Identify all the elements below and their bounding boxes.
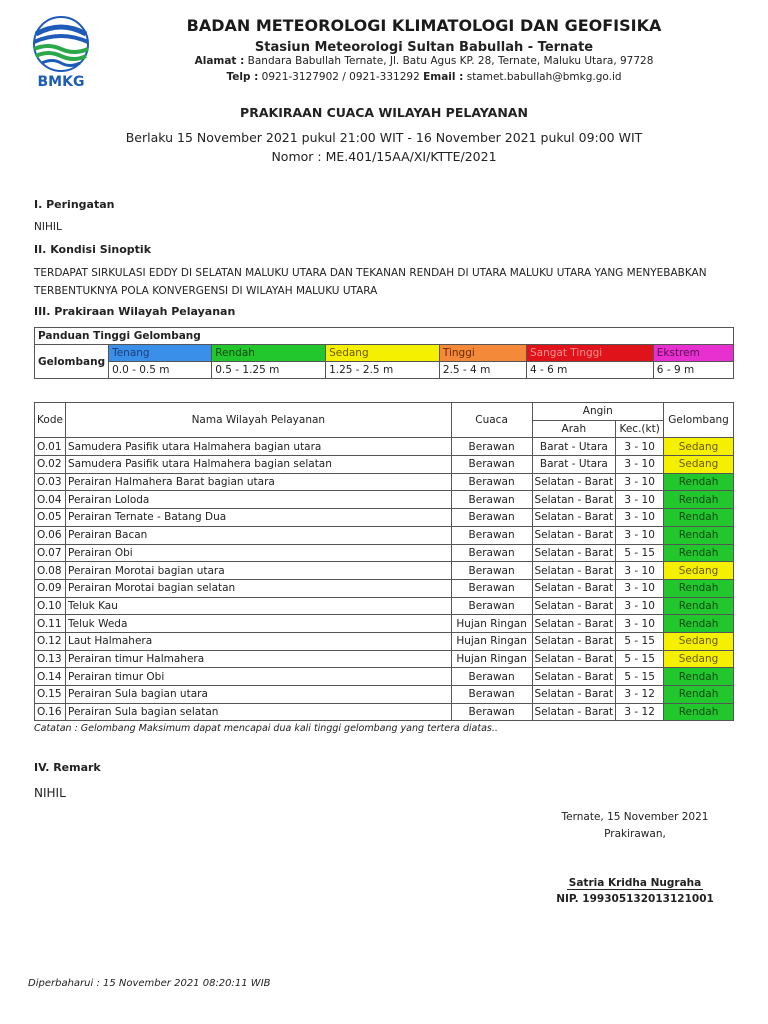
cell-direction: Selatan - Barat — [532, 526, 616, 544]
guide-level-range: 2.5 - 4 m — [439, 362, 526, 379]
cell-speed: 3 - 10 — [616, 615, 664, 633]
cell-direction: Selatan - Barat — [532, 668, 616, 686]
cell-direction: Selatan - Barat — [532, 686, 616, 704]
cell-direction: Selatan - Barat — [532, 509, 616, 527]
header-weather: Cuaca — [451, 403, 532, 438]
cell-wave: Sedang — [664, 456, 734, 474]
address-value: Bandara Babullah Ternate, Jl. Batu Agus KP. 28, Ternate, Maluku Utara, 97728 — [247, 55, 654, 67]
cell-code: O.12 — [35, 632, 66, 650]
cell-weather: Berawan — [451, 562, 532, 580]
cell-code: O.04 — [35, 491, 66, 509]
header-speed: Kec.(kt) — [616, 420, 664, 438]
logo-text: BMKG — [37, 74, 85, 90]
cell-weather: Berawan — [451, 668, 532, 686]
cell-area: Perairan Obi — [65, 544, 451, 562]
cell-code: O.14 — [35, 668, 66, 686]
table-row — [35, 438, 734, 456]
cell-direction: Selatan - Barat — [532, 703, 616, 721]
cell-area: Samudera Pasifik utara Halmahera bagian selatan — [65, 456, 451, 474]
cell-wave: Rendah — [664, 544, 734, 562]
cell-direction: Selatan - Barat — [532, 597, 616, 615]
guide-level-name: Tinggi — [439, 345, 526, 362]
cell-speed: 3 - 10 — [616, 562, 664, 580]
guide-title-row — [35, 328, 734, 345]
cell-weather: Hujan Ringan — [451, 615, 532, 633]
cell-direction: Selatan - Barat — [532, 650, 616, 668]
cell-code: O.08 — [35, 562, 66, 580]
table-row — [35, 509, 734, 527]
cell-weather: Berawan — [451, 438, 532, 456]
table-row — [35, 668, 734, 686]
cell-area: Laut Halmahera — [65, 632, 451, 650]
cell-wave: Rendah — [664, 597, 734, 615]
cell-direction: Selatan - Barat — [532, 632, 616, 650]
signature-role: Prakirawan, — [604, 828, 666, 840]
cell-weather: Berawan — [451, 491, 532, 509]
guide-row-label: Gelombang — [35, 345, 109, 379]
cell-speed: 3 - 10 — [616, 509, 664, 527]
cell-wave: Sedang — [664, 562, 734, 580]
signature-name-text: Satria Kridha Nugraha — [568, 877, 702, 889]
contact-line — [100, 71, 748, 83]
cell-wave: Sedang — [664, 632, 734, 650]
cell-speed: 5 - 15 — [616, 544, 664, 562]
cell-speed: 3 - 10 — [616, 491, 664, 509]
document-title: PRAKIRAAN CUACA WILAYAH PELAYANAN — [240, 105, 528, 120]
cell-area: Perairan Morotai bagian selatan — [65, 579, 451, 597]
last-updated: Diperbaharui : 15 November 2021 08:20:11 WIB — [28, 978, 271, 989]
table-row — [35, 526, 734, 544]
table-row — [35, 579, 734, 597]
guide-level-name: Tenang — [109, 345, 212, 362]
cell-wave: Rendah — [664, 509, 734, 527]
guide-title: Panduan Tinggi Gelombang — [35, 328, 734, 345]
warning-heading: I. Peringatan — [34, 198, 115, 211]
table-note: Catatan : Gelombang Maksimum dapat mencapai dua kali tinggi gelombang yang tertera diatas.. — [34, 723, 498, 734]
email-value[interactable]: stamet.babullah@bmkg.go.id — [466, 71, 622, 83]
cell-weather: Berawan — [451, 473, 532, 491]
remark-heading: IV. Remark — [34, 761, 101, 774]
cell-direction: Selatan - Barat — [532, 544, 616, 562]
cell-speed: 3 - 12 — [616, 703, 664, 721]
header-direction: Arah — [532, 420, 616, 438]
table-row — [35, 456, 734, 474]
cell-wave: Rendah — [664, 703, 734, 721]
letterhead — [0, 0, 768, 95]
table-row — [35, 562, 734, 580]
cell-area: Perairan Ternate - Batang Dua — [65, 509, 451, 527]
table-row — [35, 632, 734, 650]
cell-wave: Sedang — [664, 438, 734, 456]
guide-level-range: 1.25 - 2.5 m — [326, 362, 440, 379]
cell-direction: Selatan - Barat — [532, 562, 616, 580]
header-code: Kode — [35, 403, 66, 438]
cell-speed: 3 - 10 — [616, 526, 664, 544]
cell-code: O.11 — [35, 615, 66, 633]
cell-code: O.07 — [35, 544, 66, 562]
cell-wave: Sedang — [664, 650, 734, 668]
forecast-header-row — [35, 403, 734, 421]
table-row — [35, 473, 734, 491]
forecast-table — [34, 402, 734, 721]
signature-nip: NIP. 199305132013121001 — [556, 893, 714, 905]
synoptic-text: TERDAPAT SIRKULASI EDDY DI SELATAN MALUKU UTARA DAN TEKANAN RENDAH DI UTARA MALUKU UTARA YANG MENYEBABKAN TERBENTUKNYA POLA KONVERGENSI DI WILAYAH MALUKU UTARA — [34, 267, 707, 297]
cell-speed: 3 - 10 — [616, 456, 664, 474]
cell-weather: Berawan — [451, 579, 532, 597]
phone-label: Telp : — [226, 71, 259, 83]
guide-level-name: Sangat Tinggi — [527, 345, 654, 362]
cell-area: Teluk Weda — [65, 615, 451, 633]
cell-code: O.02 — [35, 456, 66, 474]
cell-speed: 5 - 15 — [616, 668, 664, 686]
guide-level-range: 0.0 - 0.5 m — [109, 362, 212, 379]
cell-speed: 3 - 10 — [616, 438, 664, 456]
cell-weather: Berawan — [451, 703, 532, 721]
table-row — [35, 686, 734, 704]
cell-speed: 3 - 10 — [616, 579, 664, 597]
cell-code: O.05 — [35, 509, 66, 527]
cell-weather: Berawan — [451, 544, 532, 562]
cell-direction: Selatan - Barat — [532, 615, 616, 633]
table-row — [35, 615, 734, 633]
guide-level-name: Sedang — [326, 345, 440, 362]
header-wind: Angin — [532, 403, 664, 421]
cell-code: O.01 — [35, 438, 66, 456]
cell-wave: Rendah — [664, 579, 734, 597]
validity-period: Berlaku 15 November 2021 pukul 21:00 WIT - 16 November 2021 pukul 09:00 WIT — [125, 130, 643, 145]
cell-direction: Selatan - Barat — [532, 473, 616, 491]
cell-weather: Berawan — [451, 509, 532, 527]
cell-speed: 3 - 10 — [616, 597, 664, 615]
cell-area: Teluk Kau — [65, 597, 451, 615]
cell-wave: Rendah — [664, 526, 734, 544]
cell-speed: 5 - 15 — [616, 650, 664, 668]
cell-wave: Rendah — [664, 668, 734, 686]
cell-speed: 5 - 15 — [616, 632, 664, 650]
phone-value: 0921-3127902 / 0921-331292 — [261, 71, 420, 83]
station-name: Stasiun Meteorologi Sultan Babullah - Ternate — [254, 40, 594, 55]
table-row — [35, 650, 734, 668]
cell-code: O.06 — [35, 526, 66, 544]
cell-wave: Rendah — [664, 473, 734, 491]
cell-area: Samudera Pasifik utara Halmahera bagian utara — [65, 438, 451, 456]
warning-text: NIHIL — [34, 221, 62, 233]
cell-direction: Barat - Utara — [532, 438, 616, 456]
guide-ranges-row — [35, 362, 734, 379]
cell-weather: Berawan — [451, 597, 532, 615]
cell-weather: Berawan — [451, 526, 532, 544]
wave-height-guide — [34, 327, 734, 379]
cell-direction: Selatan - Barat — [532, 579, 616, 597]
cell-weather: Hujan Ringan — [451, 650, 532, 668]
cell-area: Perairan Bacan — [65, 526, 451, 544]
cell-direction: Selatan - Barat — [532, 491, 616, 509]
guide-level-range: 0.5 - 1.25 m — [212, 362, 326, 379]
cell-weather: Berawan — [451, 456, 532, 474]
table-row — [35, 703, 734, 721]
cell-area: Perairan Sula bagian selatan — [65, 703, 451, 721]
table-row — [35, 544, 734, 562]
org-name: BADAN METEOROLOGI KLIMATOLOGI DAN GEOFISIKA — [186, 16, 662, 35]
bmkg-logo-icon — [28, 12, 94, 92]
header-area: Nama Wilayah Pelayanan — [65, 403, 451, 438]
synoptic-heading: II. Kondisi Sinoptik — [34, 243, 152, 256]
cell-weather: Hujan Ringan — [451, 632, 532, 650]
cell-speed: 3 - 10 — [616, 473, 664, 491]
cell-code: O.09 — [35, 579, 66, 597]
guide-level-name: Rendah — [212, 345, 326, 362]
table-row — [35, 597, 734, 615]
cell-area: Perairan Loloda — [65, 491, 451, 509]
guide-level-range: 4 - 6 m — [527, 362, 654, 379]
guide-level-range: 6 - 9 m — [653, 362, 733, 379]
cell-area: Perairan timur Halmahera — [65, 650, 451, 668]
signature-place-date: Ternate, 15 November 2021 — [561, 811, 709, 823]
cell-code: O.15 — [35, 686, 66, 704]
remark-text: NIHIL — [34, 786, 66, 800]
cell-area: Perairan Sula bagian utara — [65, 686, 451, 704]
table-row — [35, 491, 734, 509]
cell-area: Perairan timur Obi — [65, 668, 451, 686]
cell-speed: 3 - 12 — [616, 686, 664, 704]
guide-level-name: Ekstrem — [653, 345, 733, 362]
forecast-heading: III. Prakiraan Wilayah Pelayanan — [34, 305, 236, 318]
cell-wave: Rendah — [664, 686, 734, 704]
signature-name — [500, 877, 768, 889]
header-wave: Gelombang — [664, 403, 734, 438]
cell-code: O.16 — [35, 703, 66, 721]
guide-levels-row — [35, 345, 734, 362]
cell-code: O.13 — [35, 650, 66, 668]
cell-wave: Rendah — [664, 491, 734, 509]
cell-area: Perairan Morotai bagian utara — [65, 562, 451, 580]
address-line — [100, 55, 748, 67]
cell-direction: Barat - Utara — [532, 456, 616, 474]
document-number: Nomor : ME.401/15AA/XI/KTTE/2021 — [271, 149, 497, 164]
address-label: Alamat : — [194, 55, 245, 67]
cell-wave: Rendah — [664, 615, 734, 633]
cell-weather: Berawan — [451, 686, 532, 704]
email-label: Email : — [423, 71, 464, 83]
cell-area: Perairan Halmahera Barat bagian utara — [65, 473, 451, 491]
bmkg-logo — [28, 12, 94, 92]
cell-code: O.10 — [35, 597, 66, 615]
cell-code: O.03 — [35, 473, 66, 491]
